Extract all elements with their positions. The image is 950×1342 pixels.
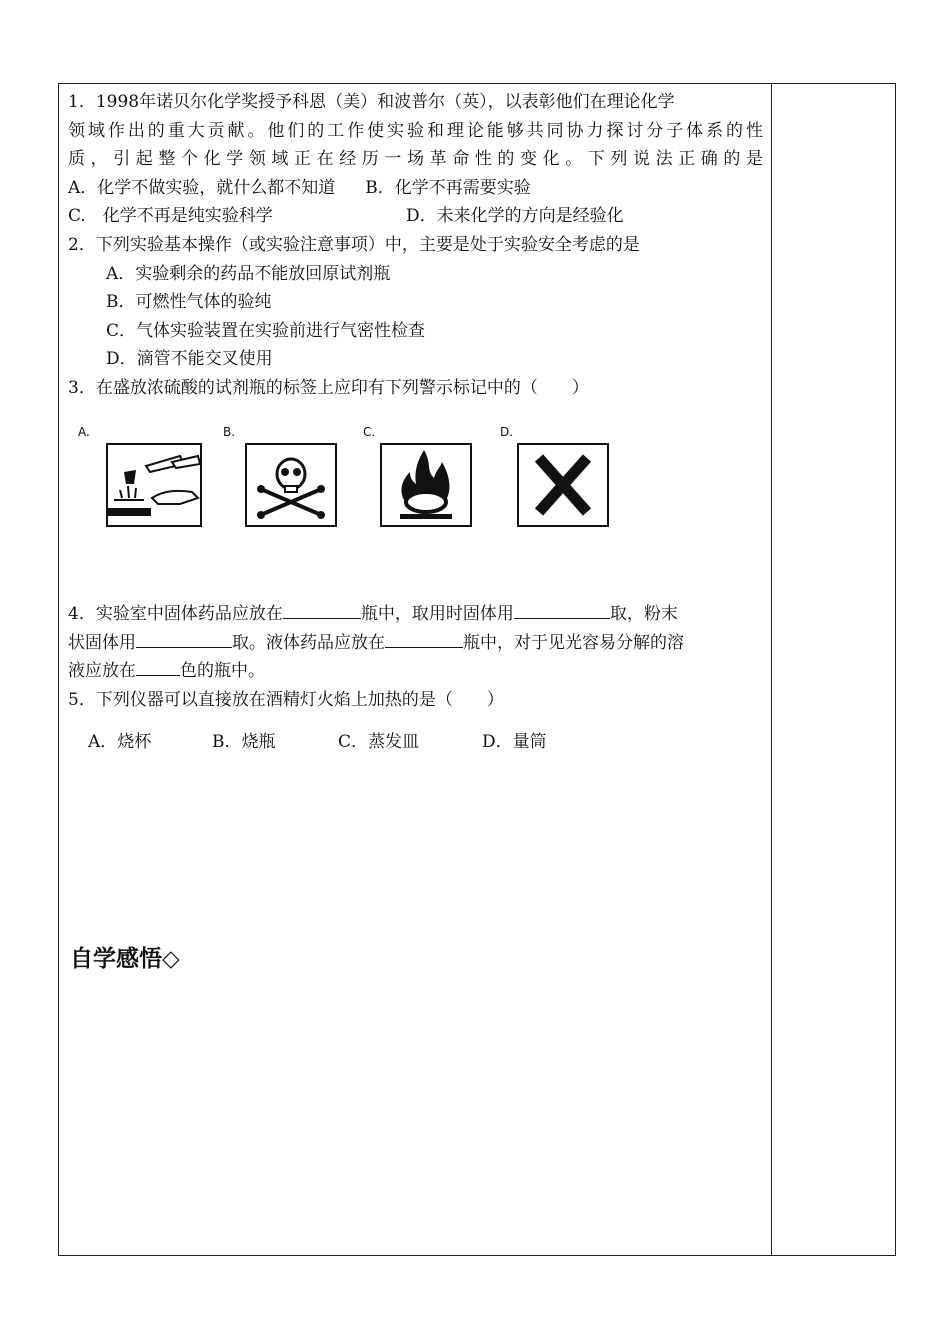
hazard-symbols bbox=[78, 425, 638, 535]
column-divider bbox=[771, 83, 772, 1256]
q4-line-1 bbox=[68, 600, 763, 629]
q1-line-3: 质，引起整个化学领域正在经历一场革命性的变化。下列说法正确的是 bbox=[68, 149, 763, 170]
q4-blank-3[interactable] bbox=[136, 629, 232, 648]
q1-option-a: A．化学不做实验，就什么都不知道 bbox=[68, 177, 336, 198]
q4-text-3a: 液应放在 bbox=[68, 661, 136, 682]
q4-blank-1[interactable] bbox=[283, 600, 361, 619]
question-content-lower bbox=[68, 600, 763, 714]
q1-option-b: B．化学不再需要实验 bbox=[365, 177, 531, 198]
q2-option-c: C．气体实验装置在实验前进行气密性检查 bbox=[106, 320, 426, 341]
q4-text-2b: 取。液体药品应放在 bbox=[232, 632, 385, 653]
q3-stem: 3．在盛放浓硫酸的试剂瓶的标签上应印有下列警示标记中的（ ） bbox=[68, 377, 589, 398]
harmful-cross-icon bbox=[517, 442, 611, 528]
q1-options-cd bbox=[68, 202, 763, 231]
q2-stem: 2．下列实验基本操作（或实验注意事项）中，主要是处于实验安全考虑的是 bbox=[68, 234, 640, 255]
q2-option-a: A．实验剩余的药品不能放回原试剂瓶 bbox=[106, 263, 391, 284]
figure-c-letter: C. bbox=[363, 425, 376, 439]
q5-option-c: C．蒸发皿 bbox=[338, 732, 420, 752]
q4-text-1b: 瓶中，取用时固体用 bbox=[360, 604, 514, 624]
q1-options-ab bbox=[68, 174, 763, 203]
section-heading-reflection: 自学感悟◇ bbox=[70, 946, 180, 972]
q4-line-3 bbox=[68, 657, 763, 686]
corrosive-icon bbox=[106, 442, 204, 528]
q4-line-2 bbox=[68, 629, 763, 658]
question-content bbox=[68, 88, 763, 403]
q5-option-a: A．烧杯 bbox=[88, 732, 152, 752]
q4-text-3b: 色的瓶中。 bbox=[180, 661, 265, 682]
figure-b-letter: B. bbox=[223, 425, 236, 439]
figure-d-letter: D. bbox=[500, 425, 514, 439]
q2-option-b: B．可燃性气体的验纯 bbox=[106, 292, 272, 313]
q4-text-2a: 状固体用 bbox=[68, 632, 136, 653]
q5-option-d: D．量筒 bbox=[482, 732, 547, 752]
q1-line-2: 领域作出的重大贡献。他们的工作使实验和理论能够共同协力探讨分子体系的性 bbox=[68, 120, 763, 141]
q4-text-1a: 4．实验室中固体药品应放在 bbox=[68, 604, 283, 624]
q1-option-d: D．未来化学的方向是经验化 bbox=[406, 206, 624, 227]
q5-stem: 5．下列仪器可以直接放在酒精灯火焰上加热的是（ ） bbox=[68, 689, 504, 710]
q4-text-2c: 瓶中，对于见光容易分解的溶 bbox=[463, 632, 684, 653]
q5-options bbox=[88, 728, 547, 756]
toxic-skull-icon bbox=[245, 442, 339, 528]
q4-blank-5[interactable] bbox=[136, 657, 180, 676]
q4-blank-4[interactable] bbox=[385, 629, 463, 648]
q2-option-d: D．滴管不能交叉使用 bbox=[106, 349, 273, 370]
q1-line-1: 1．1998年诺贝尔化学奖授予科恩（美）和波普尔（英），以表彰他们在理论化学 bbox=[68, 92, 675, 112]
flammable-flame-icon bbox=[380, 442, 474, 528]
q1-option-c: C. 化学不再是纯实验科学 bbox=[68, 206, 273, 227]
q5-option-b: B．烧瓶 bbox=[212, 732, 276, 752]
q4-text-1c: 取，粉末 bbox=[609, 604, 678, 624]
q4-blank-2[interactable] bbox=[514, 600, 610, 619]
figure-a-letter: A. bbox=[78, 425, 90, 439]
